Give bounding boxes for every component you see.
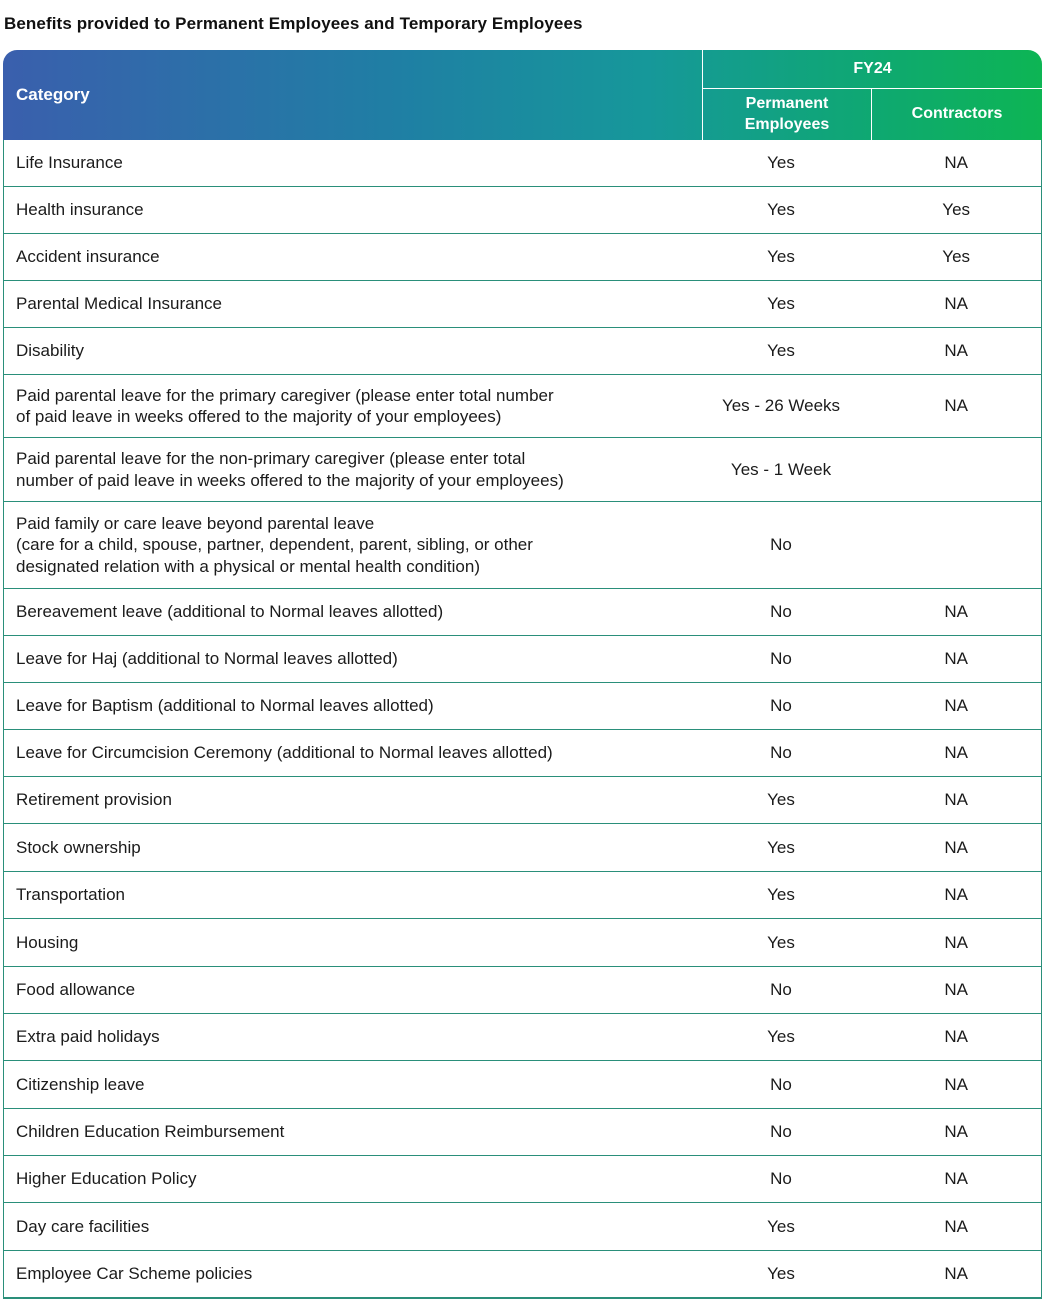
column-gap xyxy=(865,187,871,233)
permanent-employees-cell: Yes xyxy=(767,153,795,173)
column-gap xyxy=(865,1061,871,1108)
contractors-cell: NA xyxy=(944,294,968,314)
column-gap xyxy=(865,730,871,776)
column-gap xyxy=(865,872,871,918)
benefits-table xyxy=(3,50,1042,1299)
table-row xyxy=(4,187,1041,234)
column-gap xyxy=(865,438,871,501)
table-row xyxy=(4,872,1041,919)
column-gap xyxy=(865,1203,871,1250)
column-gap xyxy=(865,1109,871,1155)
permanent-employees-cell: Yes xyxy=(767,1027,795,1047)
category-text-line: of paid leave in weeks offered to the majority of your employees) xyxy=(16,407,502,426)
header-permanent-line1: Permanent xyxy=(745,95,829,112)
category-cell xyxy=(4,375,691,437)
contractors-cell xyxy=(871,438,1041,501)
table-row xyxy=(4,824,1041,872)
column-gap xyxy=(691,140,697,186)
category-cell xyxy=(4,1061,691,1108)
category-cell xyxy=(4,502,691,588)
category-text-line: Bereavement leave (additional to Normal leaves allotted) xyxy=(16,602,444,622)
category-cell xyxy=(4,234,691,280)
contractors-cell: NA xyxy=(944,341,968,361)
table-row xyxy=(4,919,1041,967)
table-row xyxy=(4,1251,1041,1299)
permanent-employees-cell: Yes - 1 Week xyxy=(730,459,832,479)
category-cell xyxy=(4,919,691,966)
permanent-employees-cell: Yes xyxy=(767,932,795,952)
permanent-employees-cell: Yes xyxy=(767,1264,795,1284)
contractors-cell: Yes xyxy=(942,247,971,267)
category-text-line: Stock ownership xyxy=(16,837,141,857)
column-gap xyxy=(865,589,871,635)
category-cell xyxy=(4,438,691,501)
contractors-cell: NA xyxy=(944,837,968,857)
column-gap xyxy=(691,281,697,327)
header-divider xyxy=(703,88,1042,89)
category-cell xyxy=(4,1203,691,1250)
category-text-line: Leave for Haj (additional to Normal leaves allotted) xyxy=(16,649,398,669)
contractors-cell: NA xyxy=(944,1169,968,1189)
column-gap xyxy=(865,1251,871,1297)
column-gap xyxy=(691,636,697,682)
category-text-line: Transportation xyxy=(16,885,125,905)
table-row xyxy=(4,1061,1041,1109)
column-gap xyxy=(691,872,697,918)
category-cell xyxy=(4,589,691,635)
table-row xyxy=(4,375,1041,438)
column-gap xyxy=(865,636,871,682)
category-text-line: Parental Medical Insurance xyxy=(16,294,223,314)
column-gap xyxy=(691,683,697,729)
category-cell xyxy=(4,187,691,233)
category-text-line: designated relation with a physical or mental health condition) xyxy=(16,556,480,576)
column-gap xyxy=(865,683,871,729)
header-permanent-line2: Employees xyxy=(744,116,830,133)
category-cell xyxy=(4,1251,691,1297)
column-gap xyxy=(691,1061,697,1108)
column-gap xyxy=(865,1014,871,1060)
permanent-employees-cell: No xyxy=(770,743,792,763)
table-row xyxy=(4,140,1041,187)
contractors-cell: NA xyxy=(944,1074,968,1094)
contractors-cell: NA xyxy=(944,1027,968,1047)
table-row xyxy=(4,1014,1041,1061)
category-text-line: Extra paid holidays xyxy=(16,1027,160,1047)
category-cell xyxy=(4,872,691,918)
category-text-line: Food allowance xyxy=(16,980,136,1000)
table-row xyxy=(4,281,1041,328)
table-row xyxy=(4,1156,1041,1203)
permanent-employees-cell: Yes xyxy=(767,885,795,905)
category-text-line: Paid parental leave for the non-primary caregiver (please enter total xyxy=(16,449,526,468)
column-gap xyxy=(865,824,871,871)
permanent-employees-cell: No xyxy=(770,980,792,1000)
category-text-line: Health insurance xyxy=(16,200,144,220)
header-category: Category xyxy=(16,85,90,104)
column-gap xyxy=(691,438,697,501)
contractors-cell: NA xyxy=(944,885,968,905)
permanent-employees-cell: No xyxy=(770,1074,792,1094)
category-cell xyxy=(4,140,691,186)
column-gap xyxy=(865,502,871,588)
contractors-cell: NA xyxy=(944,1264,968,1284)
column-gap xyxy=(691,1014,697,1060)
header-fy24: FY24 xyxy=(853,60,892,77)
column-gap xyxy=(691,824,697,871)
column-gap xyxy=(691,730,697,776)
column-gap xyxy=(691,328,697,374)
category-text-line: Disability xyxy=(16,341,85,361)
column-gap xyxy=(865,777,871,823)
column-gap xyxy=(865,1156,871,1202)
table-row xyxy=(4,502,1041,589)
permanent-employees-cell: Yes xyxy=(767,341,795,361)
contractors-cell: NA xyxy=(944,649,968,669)
permanent-employees-cell: Yes xyxy=(767,200,795,220)
table-body xyxy=(3,140,1042,1299)
category-text-line: Citizenship leave xyxy=(16,1074,145,1094)
category-text-line: Leave for Baptism (additional to Normal leaves allotted) xyxy=(16,696,434,716)
category-cell xyxy=(4,1014,691,1060)
contractors-cell: NA xyxy=(944,153,968,173)
contractors-cell: NA xyxy=(944,396,968,416)
column-gap xyxy=(691,967,697,1013)
table-row xyxy=(4,234,1041,281)
contractors-cell: NA xyxy=(944,1216,968,1236)
permanent-employees-cell: No xyxy=(770,602,792,622)
category-cell xyxy=(4,730,691,776)
table-row xyxy=(4,683,1041,730)
column-gap xyxy=(865,328,871,374)
permanent-employees-cell: Yes xyxy=(767,247,795,267)
category-text-line: Paid family or care leave beyond parental leave xyxy=(16,513,375,533)
category-text-line: Retirement provision xyxy=(16,790,172,810)
category-text-line: Life Insurance xyxy=(16,153,123,173)
contractors-cell: NA xyxy=(944,932,968,952)
header-divider xyxy=(702,50,703,140)
category-text-line: Accident insurance xyxy=(16,247,160,267)
category-text-line: Day care facilities xyxy=(16,1216,150,1236)
contractors-cell: NA xyxy=(944,980,968,1000)
table-row xyxy=(4,589,1041,636)
column-gap xyxy=(865,375,871,437)
permanent-employees-cell: Yes xyxy=(767,790,795,810)
table-row xyxy=(4,730,1041,777)
column-gap xyxy=(865,967,871,1013)
table-row xyxy=(4,438,1041,502)
column-gap xyxy=(691,1156,697,1202)
permanent-employees-cell: No xyxy=(770,1122,792,1142)
category-text-line: Employee Car Scheme policies xyxy=(16,1264,253,1284)
category-cell xyxy=(4,967,691,1013)
category-text-line: Leave for Circumcision Ceremony (additional to Normal leaves allotted) xyxy=(16,743,553,763)
contractors-cell: NA xyxy=(944,696,968,716)
column-gap xyxy=(691,1251,697,1297)
permanent-employees-cell: No xyxy=(770,1169,792,1189)
header-permanent-employees xyxy=(703,88,871,140)
contractors-cell: Yes xyxy=(942,200,971,220)
contractors-cell: NA xyxy=(944,790,968,810)
column-gap xyxy=(691,777,697,823)
contractors-cell: NA xyxy=(944,602,968,622)
category-text-line: Children Education Reimbursement xyxy=(16,1122,285,1142)
category-cell xyxy=(4,683,691,729)
column-gap xyxy=(691,234,697,280)
table-row xyxy=(4,1109,1041,1156)
column-gap xyxy=(865,234,871,280)
category-cell xyxy=(4,1109,691,1155)
contractors-cell: NA xyxy=(944,1122,968,1142)
table-row xyxy=(4,636,1041,683)
contractors-cell xyxy=(871,502,1041,588)
column-gap xyxy=(691,1203,697,1250)
column-gap xyxy=(691,187,697,233)
category-cell xyxy=(4,281,691,327)
category-cell xyxy=(4,1156,691,1202)
header-contractors: Contractors xyxy=(911,105,1003,122)
column-gap xyxy=(691,589,697,635)
permanent-employees-cell: No xyxy=(770,649,792,669)
page-title: Benefits provided to Permanent Employees and Temporary Employees xyxy=(4,14,583,33)
column-gap xyxy=(865,281,871,327)
column-gap xyxy=(865,140,871,186)
contractors-cell: NA xyxy=(944,743,968,763)
column-gap xyxy=(691,375,697,437)
category-cell xyxy=(4,824,691,871)
category-text-line: Higher Education Policy xyxy=(16,1169,197,1189)
column-gap xyxy=(691,502,697,588)
category-text-line: Housing xyxy=(16,932,79,952)
category-cell xyxy=(4,636,691,682)
column-gap xyxy=(691,1109,697,1155)
column-gap xyxy=(691,919,697,966)
category-cell xyxy=(4,328,691,374)
permanent-employees-cell: Yes - 26 Weeks xyxy=(721,396,841,416)
permanent-employees-cell: No xyxy=(770,535,792,555)
table-row xyxy=(4,1203,1041,1251)
category-text-line: Paid parental leave for the primary caregiver (please enter total number xyxy=(16,385,554,405)
permanent-employees-cell: No xyxy=(770,696,792,716)
table-header xyxy=(3,50,1042,140)
permanent-employees-cell: Yes xyxy=(767,1216,795,1236)
table-row xyxy=(4,967,1041,1014)
table-row xyxy=(4,777,1041,824)
permanent-employees-cell: Yes xyxy=(767,294,795,314)
permanent-employees-cell: Yes xyxy=(767,837,795,857)
header-divider xyxy=(871,88,872,140)
column-gap xyxy=(865,919,871,966)
category-cell xyxy=(4,777,691,823)
category-text-line: (care for a child, spouse, partner, dependent, parent, sibling, or other xyxy=(16,535,533,555)
table-row xyxy=(4,328,1041,375)
category-text-line: number of paid leave in weeks offered to the majority of your employees) xyxy=(16,470,564,490)
